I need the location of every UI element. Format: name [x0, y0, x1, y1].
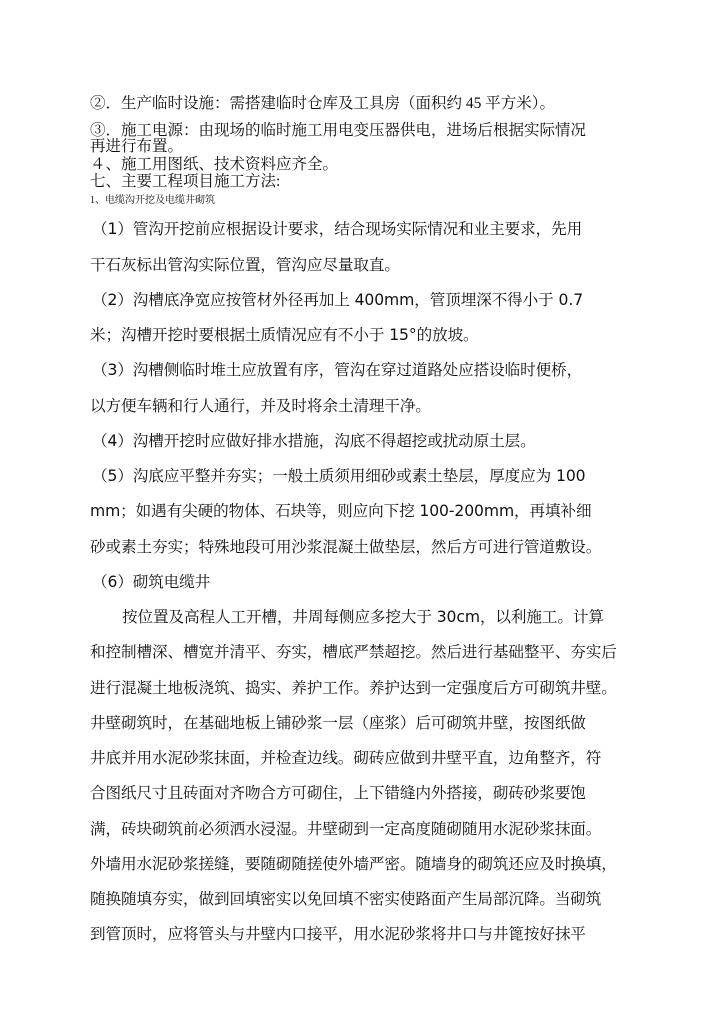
body-line-10: 砂或素土夯实；特殊地段可用沙浆混凝土做垫层，然后方可进行管道敷设。: [90, 538, 602, 556]
body-line-20: 随换随填夯实，做到回填密实以免回填不密实使路面产生局部沉降。当砌筑: [90, 890, 602, 908]
item-production-facilities: ②．生产临时设施：需搭建临时仓库及工具房（面积约 45 平方米）。: [90, 95, 556, 112]
body-line-4: 米；沟槽开挖时要根据土质情况应有不小于 15°的放坡。: [90, 326, 479, 344]
body-line-2: 干石灰标出管沟实际位置，管沟应尽量取直。: [90, 256, 400, 274]
body-line-8: （5）沟底应平整并夯实；一般土质须用细砂或素土垫层，厚度应为 100: [92, 467, 586, 485]
body-line-18: 满，砖块砌筑前必须洒水浸湿。井壁砌到一定高度随砌随用水泥砂浆抹面。: [90, 820, 602, 838]
body-line-12: 按位置及高程人工开槽，井周每侧应多挖大于 30cm，以利施工。计算: [122, 608, 604, 626]
item-power-source-line1: ③．施工电源：由现场的临时施工用电变压器供电，进场后根据实际情况: [90, 122, 587, 139]
body-line-6: 以方便车辆和行人通行，并及时将余土清理干净。: [90, 397, 431, 415]
body-line-7: （4）沟槽开挖时应做好排水措施，沟底不得超挖或扰动原土层。: [92, 432, 536, 450]
body-line-9: mm；如遇有尖硬的物体、石块等，则应向下挖 100-200mm，再填补细: [90, 502, 592, 520]
subheading-cable-trench: 1、电缆沟开挖及电缆井砌筑: [90, 195, 215, 206]
body-line-1: （1）管沟开挖前应根据设计要求，结合现场实际情况和业主要求，先用: [92, 220, 583, 238]
body-line-5: （3）沟槽侧临时堆土应放置有序，管沟在穿过道路处应搭设临时便桥，: [92, 361, 583, 379]
body-line-21: 到管顶时，应将管头与井壁内口接平，用水泥砂浆将井口与井篦按好抹平: [90, 925, 586, 943]
body-line-11: （6）砌筑电缆井: [92, 573, 211, 591]
body-line-19: 外墙用水泥砂浆搓缝，要随砌随搓使外墙严密。随墙身的砌筑还应及时换填，: [90, 855, 617, 873]
body-line-16: 井底并用水泥砂浆抹面，并检查边线。砌砖应做到井壁平直，边角整齐，符: [90, 749, 602, 767]
body-line-3: （2）沟槽底净宽应按管材外径再加上 400mm，管顶埋深不得小于 0.7: [92, 291, 584, 309]
item-drawings: ４、施工用图纸、技术资料应齐全。: [90, 156, 339, 173]
body-line-13: 和控制槽深、槽宽并清平、夯实，槽底严禁超挖。然后进行基础整平、夯实后: [90, 643, 617, 661]
body-line-15: 井壁砌筑时，在基础地板上铺砂浆一层（座浆）后可砌筑井壁，按图纸做: [90, 714, 586, 732]
body-line-14: 进行混凝土地板浇筑、捣实、养护工作。养护达到一定强度后方可砌筑井壁。: [90, 679, 617, 697]
body-line-17: 合图纸尺寸且砖面对齐吻合方可砌住，上下错缝内外搭接，砌砖砂浆要饱: [90, 784, 586, 802]
item-power-source-line2: 再进行布置。: [90, 138, 184, 155]
section-heading-construction-methods: 七、主要工程项目施工方法:: [90, 173, 281, 190]
